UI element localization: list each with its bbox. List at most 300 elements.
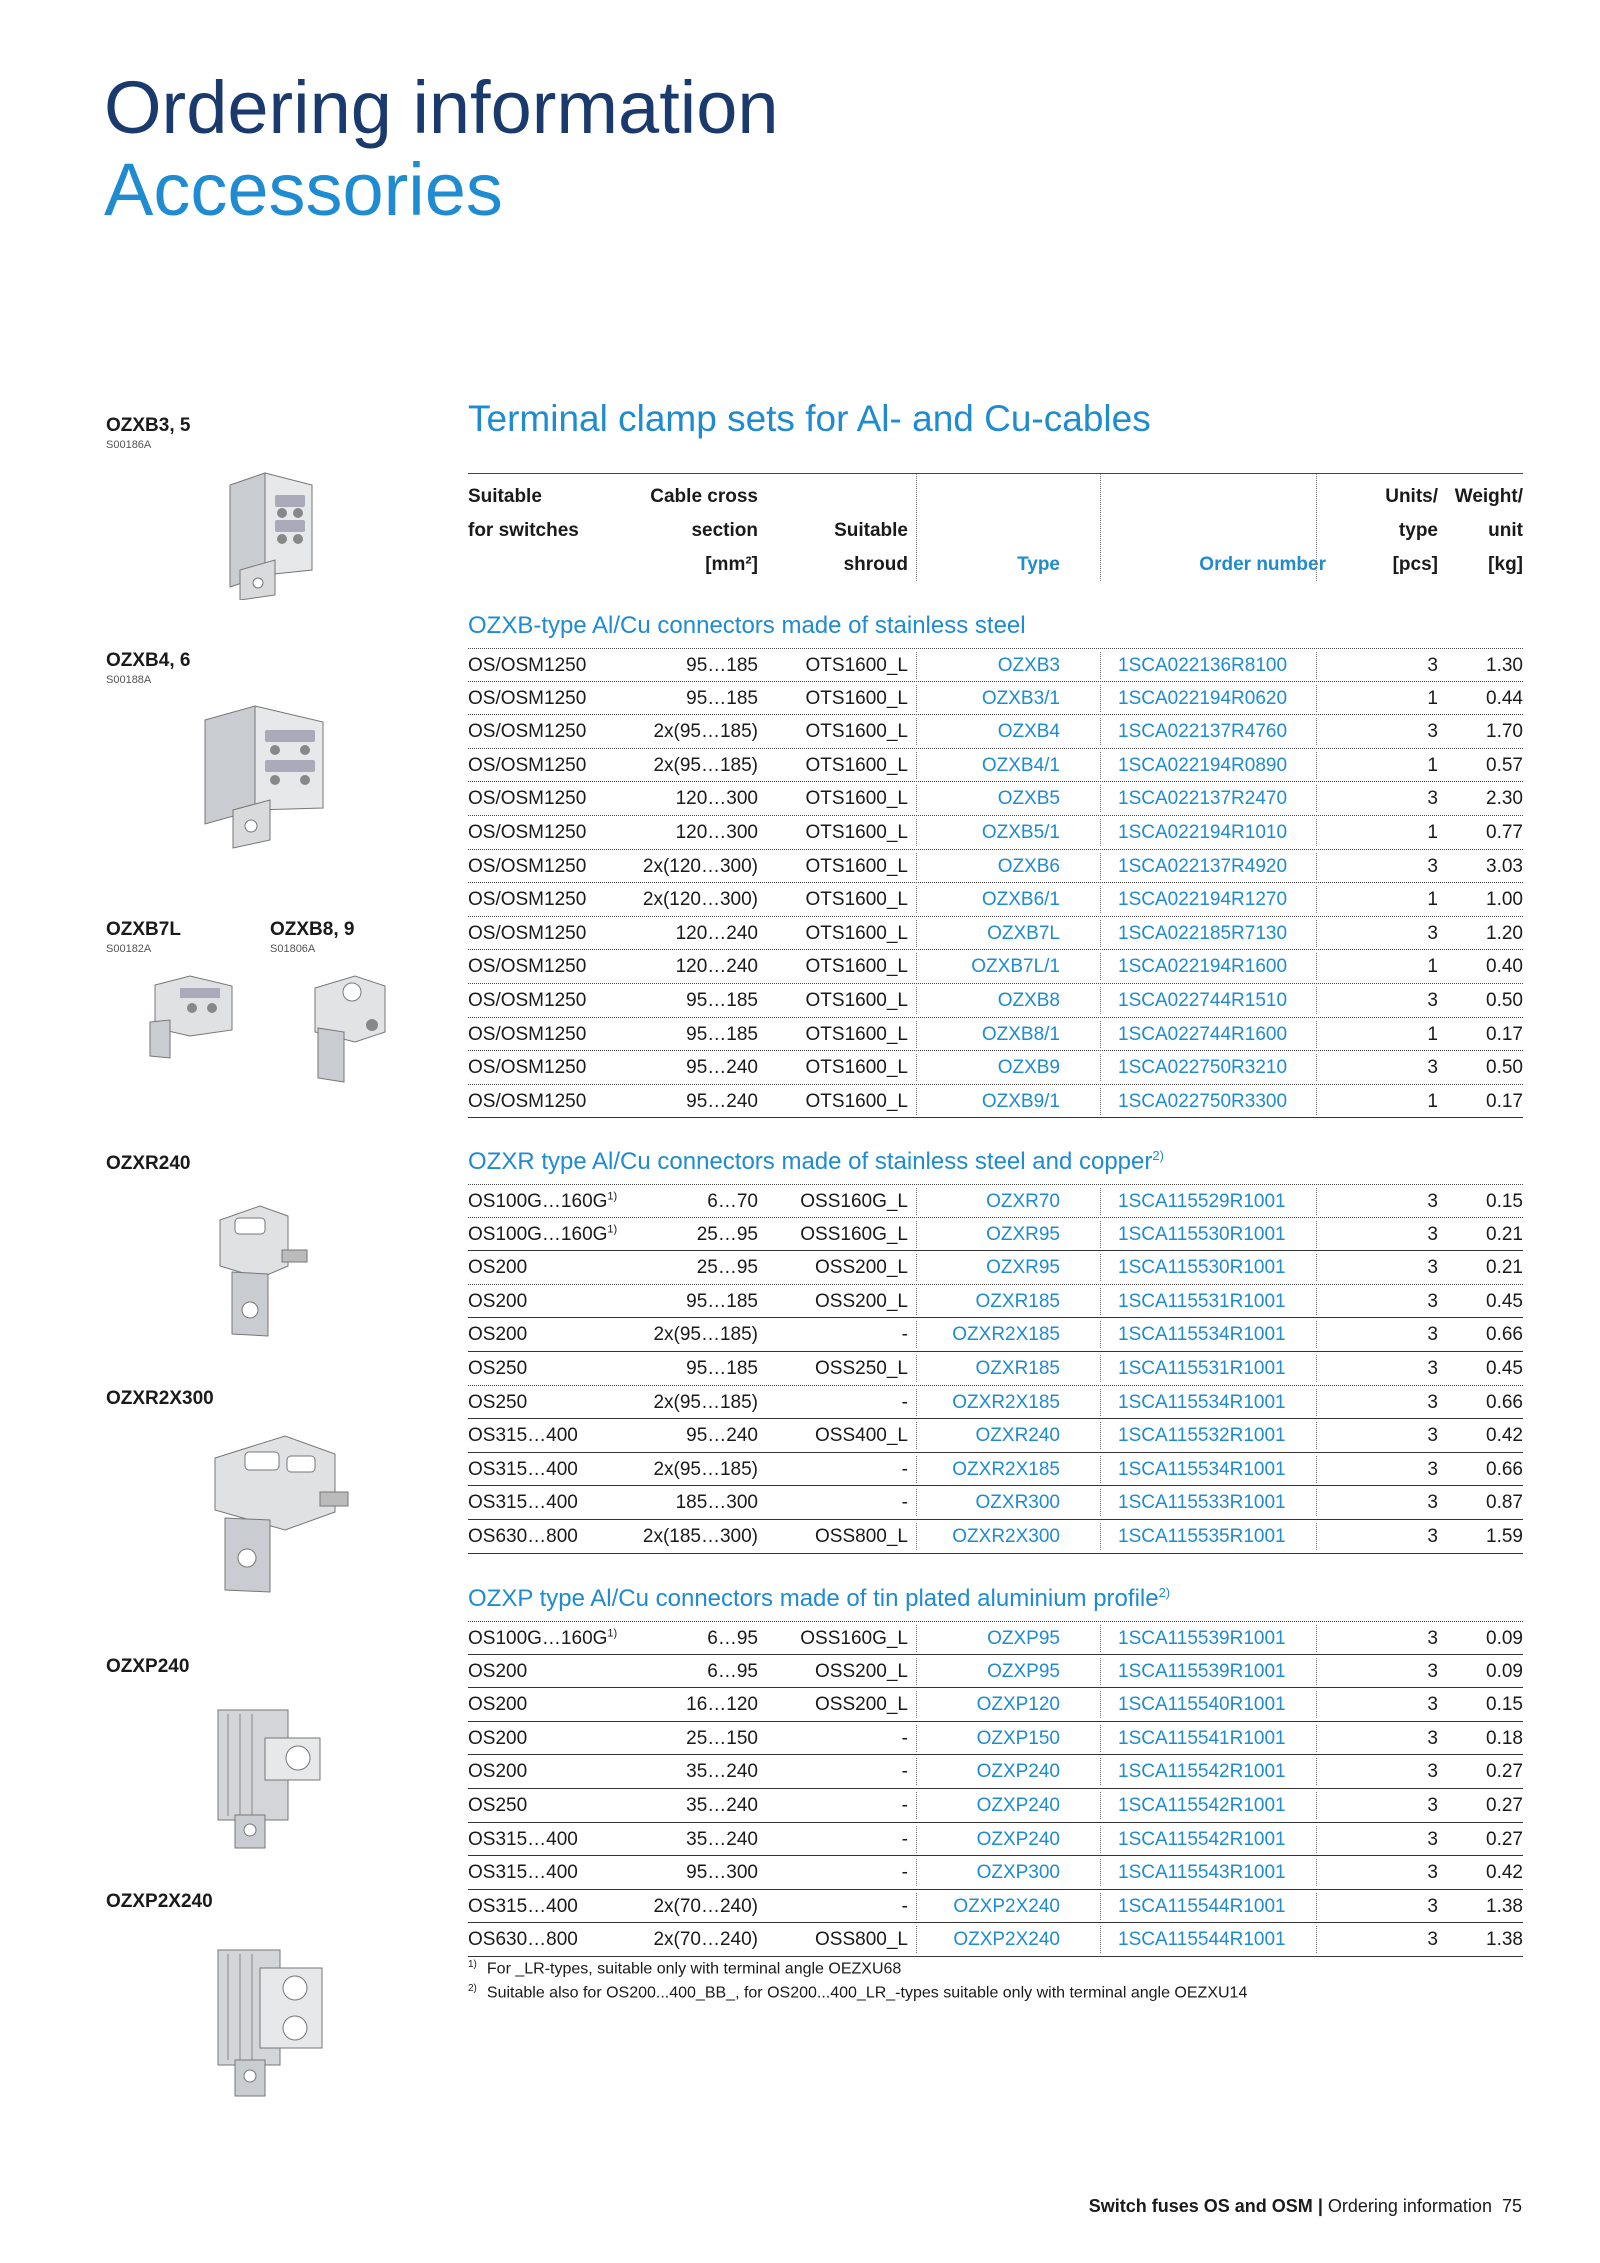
side-label-text: OZXB7L [106,919,181,940]
cell-sw: OS250 [468,1358,528,1379]
cell-sw: OS200 [468,1290,528,1312]
cell-sec: 35…240 [686,1828,758,1850]
cell-sw: OS/OSM1250 [468,721,587,743]
cell-sec: 6…95 [707,1660,758,1682]
cell-type: OZXR300 [975,1492,1060,1514]
cell-type: OZXP240 [976,1795,1060,1816]
cell-sw: OS/OSM1250 [468,1023,587,1045]
cell-shr: OTS1600_L [805,754,908,776]
cell-units: 3 [1427,1929,1438,1951]
cell-sec: 25…95 [696,1257,758,1279]
cell-weight: 0.09 [1486,1628,1523,1649]
cell-order: 1SCA022137R4760 [1118,721,1288,743]
cell-type: OZXR2X185 [952,1391,1060,1413]
cell-type: OZXB4/1 [981,754,1060,776]
cell-type: OZXP150 [976,1727,1060,1749]
cell-units: 3 [1427,1425,1438,1447]
page-subtitle: Accessories [104,148,503,231]
cell-sw: OS/OSM1250 [468,788,587,810]
cell-sec: 2x(95…185) [653,1324,758,1346]
cell-type: OZXP2X240 [953,1895,1060,1917]
cell-type: OZXB9/1 [981,1090,1060,1112]
cell-weight: 0.17 [1486,1023,1523,1045]
cell-order: 1SCA115530R1001 [1118,1223,1286,1245]
cell-type: OZXP120 [976,1694,1060,1716]
cell-units: 3 [1427,788,1438,810]
cell-type: OZXR95 [986,1257,1060,1279]
table-row [468,984,1523,1018]
side-label-text: OZXB4, 6 [106,650,191,671]
side-label-ozxb4 [106,650,190,686]
cell-units: 3 [1427,1694,1438,1716]
cell-weight: 1.30 [1486,655,1523,676]
cell-type: OZXB3/1 [981,687,1060,709]
cell-sw: OS200 [468,1660,528,1682]
cell-order: 1SCA115544R1001 [1118,1929,1286,1951]
table-row [468,1722,1523,1756]
cell-order: 1SCA022137R2470 [1118,788,1288,810]
table-row [468,1419,1523,1453]
cell-sec: 95…300 [686,1862,758,1884]
cell-weight: 0.21 [1486,1223,1523,1245]
cell-shr: OSS200_L [815,1290,908,1312]
cell-sw: OS/OSM1250 [468,922,587,944]
cell-sec: 2x(120…300) [642,855,758,877]
cell-sec: 95…185 [686,687,758,709]
cell-sec: 2x(95…185) [653,721,758,743]
cell-units: 3 [1427,1290,1438,1312]
cell-type: OZXR2X185 [952,1458,1060,1480]
cell-units: 1 [1427,754,1438,776]
cell-sw: OS315…400 [468,1458,578,1480]
cell-order: 1SCA115530R1001 [1118,1257,1286,1279]
cell-sw: OS/OSM1250 [468,1057,587,1079]
cell-units: 3 [1427,1828,1438,1850]
cell-sec: 6…70 [707,1191,758,1212]
side-label-ozxp2x240 [106,1891,213,1913]
side-label-text: OZXR2X300 [106,1388,214,1409]
table-row [468,1486,1523,1520]
cell-sw: OS/OSM1250 [468,1090,587,1112]
cell-type: OZXB5/1 [981,822,1060,843]
cell-order: 1SCA115540R1001 [1118,1694,1286,1716]
cell-sec: 35…240 [686,1761,758,1783]
cell-shr: OTS1600_L [805,721,908,743]
cell-units: 3 [1427,1191,1438,1212]
cell-shr: OSS800_L [815,1526,908,1547]
cell-weight: 0.15 [1486,1191,1523,1212]
cell-order: 1SCA022137R4920 [1118,855,1288,877]
cell-units: 3 [1427,1358,1438,1379]
cell-sw: $OS100G\dots 160G^{1)}$ [468,1223,618,1245]
cell-type: OZXB6/1 [981,889,1060,911]
cell-shr: - [901,1828,908,1850]
cell-order: 1SCA115544R1001 [1118,1895,1286,1917]
cell-order: 1SCA022750R3210 [1118,1057,1288,1079]
side-label-ozxb8 [270,919,354,955]
side-label-code: S01806A [270,943,316,955]
cell-type: OZXR2X300 [952,1526,1060,1547]
cell-shr: OTS1600_L [805,1090,908,1112]
side-label-code: S00182A [106,943,152,955]
side-label-text: OZXB3, 5 [106,415,191,436]
cell-order: 1SCA115539R1001 [1118,1660,1286,1682]
cell-sec: 120…300 [675,788,758,810]
section-title: Terminal clamp sets for Al- and Cu-cables [468,398,1151,439]
page-number: 75 [1501,2196,1522,2216]
cell-weight: 2.30 [1486,788,1523,810]
table-row [468,1688,1523,1722]
cell-sec: 95…185 [686,990,758,1011]
cell-type: OZXR185 [975,1358,1060,1379]
cell-sw: OS200 [468,1761,528,1783]
cell-sw: OS250 [468,1391,528,1413]
cell-shr: OTS1600_L [805,956,908,978]
cell-units: 3 [1427,1895,1438,1917]
table-row [468,1318,1523,1352]
cell-weight: 1.00 [1486,889,1523,911]
cell-sec: 2x(95…185) [653,1458,758,1480]
ozxb3-image [220,465,320,600]
cell-order: 1SCA022136R8100 [1118,655,1288,676]
table-row [468,1755,1523,1789]
cell-units: 1 [1427,822,1438,843]
cell-weight: 1.20 [1486,922,1523,944]
cell-sec: 2x(95…185) [653,754,758,776]
page-title: Ordering information [104,66,779,149]
cell-shr: OSS160G_L [800,1223,908,1245]
cell-order: 1SCA115542R1001 [1118,1761,1286,1783]
cell-units: 3 [1427,1324,1438,1346]
table-row [468,850,1523,884]
cell-sec: 95…240 [686,1057,758,1079]
cell-weight: 0.15 [1486,1694,1523,1716]
cell-type: OZXB7L/1 [971,956,1060,978]
side-label-ozxr2x300 [106,1388,214,1410]
cell-units: 3 [1427,1795,1438,1816]
cell-sw: OS/OSM1250 [468,655,587,676]
cell-weight: 0.66 [1486,1324,1523,1346]
cell-order: 1SCA115542R1001 [1118,1828,1286,1850]
cell-units: 1 [1427,1090,1438,1112]
cell-shr: - [901,1727,908,1749]
cell-sec: 2x(70…240) [653,1895,758,1917]
footnote-2: $^{2)}$ Suitable also for OS200...400_BB_, for OS200...400_LR_-types suitable only with terminal angle OEZXU14 [468,1983,1248,2002]
cell-sw: OS315…400 [468,1895,578,1917]
ozxb7l-image [140,970,240,1060]
cell-order: 1SCA115529R1001 [1118,1191,1286,1212]
cell-weight: 0.50 [1486,990,1523,1011]
footnote-1: $^{1)}$ For _LR-types, suitable only with terminal angle OEZXU68 [468,1959,902,1978]
cell-sw: OS/OSM1250 [468,889,587,911]
cell-units: 1 [1427,956,1438,978]
ozxb4-image [195,700,330,850]
table-row [468,950,1523,984]
cell-order: 1SCA115541R1001 [1118,1727,1286,1749]
table-row [468,648,1523,682]
cell-shr: OTS1600_L [805,990,908,1011]
table-row [468,1621,1523,1655]
cell-sec: 120…300 [675,822,758,843]
cell-shr: OSS160G_L [800,1191,908,1212]
table-row [468,1520,1523,1554]
cell-units: 3 [1427,1862,1438,1884]
cell-type: OZXR240 [975,1425,1060,1447]
cell-sw: OS315…400 [468,1492,578,1514]
cell-weight: 0.66 [1486,1391,1523,1413]
table-row [468,1789,1523,1823]
cell-sw: OS/OSM1250 [468,687,587,709]
cell-units: 3 [1427,1727,1438,1749]
cell-sec: 2x(120…300) [642,889,758,911]
cell-type: OZXB9 [997,1057,1060,1079]
cell-weight: 1.70 [1486,721,1523,743]
cell-shr: - [901,1895,908,1917]
cell-shr: - [901,1795,908,1816]
cell-sw: OS200 [468,1324,528,1346]
table-row [468,883,1523,917]
cell-shr: OTS1600_L [805,889,908,911]
side-label-ozxb3 [106,415,190,451]
cell-weight: 0.42 [1486,1425,1523,1447]
cell-sw: OS/OSM1250 [468,956,587,978]
cell-sw: $OS100G\dots 160G^{1)}$ [468,1627,618,1649]
cell-order: 1SCA022194R1010 [1118,822,1288,843]
side-label-ozxp240 [106,1656,189,1678]
cell-type: OZXP300 [976,1862,1060,1884]
table-row [468,1890,1523,1924]
cell-type: OZXP240 [976,1761,1060,1783]
table-row [468,816,1523,850]
table-row [468,715,1523,749]
group-title: OZXR type Al/Cu connectors made of stainless steel and copper$^{2)}$ [468,1148,1164,1175]
cell-units: 3 [1427,1458,1438,1480]
cell-sw: OS315…400 [468,1862,578,1884]
cell-weight: 0.17 [1486,1090,1523,1112]
cell-weight: 0.87 [1486,1492,1523,1514]
cell-shr: OSS160G_L [800,1628,908,1649]
cell-units: 3 [1427,1057,1438,1079]
table-header [468,473,1523,580]
cell-order: 1SCA115534R1001 [1118,1458,1286,1480]
cell-sw: OS315…400 [468,1828,578,1850]
cell-units: 3 [1427,1628,1438,1649]
cell-weight: 1.38 [1486,1929,1523,1951]
side-label-ozxr240 [106,1153,190,1175]
ozxp2x240-image [210,1940,330,2100]
page-footer [1089,2196,1522,2217]
cell-sec: 95…240 [686,1090,758,1112]
cell-sw: OS315…400 [468,1425,578,1447]
cell-shr: OSS200_L [815,1660,908,1682]
side-label-text: OZXP240 [106,1656,190,1677]
cell-weight: 0.50 [1486,1057,1523,1079]
table-row [468,1218,1523,1252]
cell-order: 1SCA115531R1001 [1118,1290,1286,1312]
table-row [468,1386,1523,1420]
cell-order: 1SCA022185R7130 [1118,922,1288,944]
cell-sec: 2x(70…240) [653,1929,758,1951]
side-label-code: S00188A [106,674,152,686]
table-row [468,1051,1523,1085]
cell-weight: 0.66 [1486,1458,1523,1480]
cell-sw: OS/OSM1250 [468,990,587,1011]
table-row [468,1352,1523,1386]
cell-units: 3 [1427,1391,1438,1413]
cell-units: 3 [1427,1257,1438,1279]
table-row [468,1251,1523,1285]
cell-order: 1SCA022744R1600 [1118,1023,1288,1045]
cell-weight: 1.59 [1486,1526,1523,1547]
cell-units: 3 [1427,721,1438,743]
cell-units: 1 [1427,687,1438,709]
cell-units: 3 [1427,855,1438,877]
table-row [468,1655,1523,1689]
group-title: OZXP type Al/Cu connectors made of tin plated aluminium profile$^{2)}$ [468,1585,1171,1612]
cell-shr: - [901,1492,908,1514]
cell-sec: 2x(185…300) [642,1526,758,1547]
table-row [468,1923,1523,1957]
cell-order: 1SCA115539R1001 [1118,1628,1286,1649]
header-section: Cable cross section [mm²] [650,486,758,575]
cell-type: OZXB4 [997,721,1060,743]
cell-weight: 3.03 [1486,855,1523,877]
cell-shr: OTS1600_L [805,1023,908,1045]
footer-section: Ordering information [1327,2196,1492,2216]
side-label-text: OZXB8, 9 [270,919,355,940]
cell-shr: OSS200_L [815,1257,908,1279]
table-row [468,1453,1523,1487]
table-row [468,1018,1523,1052]
cell-weight: 0.27 [1486,1795,1523,1816]
footer-product: Switch fuses OS and OSM [1088,2196,1313,2216]
cell-order: 1SCA115543R1001 [1118,1862,1286,1884]
header-type: Type [1017,554,1060,575]
cell-units: 1 [1427,1023,1438,1045]
cell-shr: - [901,1862,908,1884]
cell-type: OZXR70 [986,1191,1060,1212]
cell-sec: 95…185 [686,1023,758,1045]
cell-sw: OS/OSM1250 [468,822,587,843]
cell-order: 1SCA115532R1001 [1118,1425,1286,1447]
cell-sec: 120…240 [675,922,758,944]
cell-order: 1SCA115533R1001 [1118,1492,1286,1514]
cell-type: OZXB3 [997,655,1060,676]
cell-sec: 16…120 [686,1694,758,1716]
cell-sec: 6…95 [707,1628,758,1649]
table-row [468,782,1523,816]
cell-shr: OTS1600_L [805,687,908,709]
cell-sec: 2x(95…185) [653,1391,758,1413]
header-shroud: Suitable shroud [834,520,908,575]
cell-sw: OS/OSM1250 [468,754,587,776]
cell-shr: OSS200_L [815,1694,908,1716]
cell-order: 1SCA022744R1510 [1118,990,1288,1011]
cell-sw: OS630…800 [468,1526,578,1547]
table-row [468,917,1523,951]
cell-order: 1SCA115534R1001 [1118,1391,1286,1413]
cell-sec: 25…150 [686,1727,758,1749]
cell-sec: 35…240 [686,1795,758,1816]
cell-shr: OTS1600_L [805,1057,908,1079]
side-label-text: OZXR240 [106,1153,191,1174]
cell-type: OZXP95 [987,1628,1060,1649]
cell-order: 1SCA115531R1001 [1118,1358,1286,1379]
cell-weight: 1.38 [1486,1895,1523,1917]
table-row [468,682,1523,716]
cell-type: OZXP95 [987,1660,1060,1682]
cell-units: 1 [1427,889,1438,911]
cell-sw: OS200 [468,1727,528,1749]
cell-type: OZXB8 [997,990,1060,1011]
cell-weight: 0.57 [1486,754,1523,776]
cell-shr: OTS1600_L [805,788,908,810]
cell-shr: OTS1600_L [805,822,908,843]
cell-sw: OS250 [468,1795,528,1816]
header-switches: Suitable for switches [468,486,579,541]
ozxp240-image [210,1700,330,1850]
table-row [468,1823,1523,1857]
cell-sec: 95…185 [686,655,758,676]
cell-shr: - [901,1458,908,1480]
cell-sec: 95…240 [686,1425,758,1447]
cell-weight: 0.42 [1486,1862,1523,1884]
header-units: Units/ type [pcs] [1385,486,1438,575]
header-weight: Weight/ unit [kg] [1454,486,1523,575]
cell-weight: 0.77 [1486,822,1523,843]
table-row [468,1285,1523,1319]
cell-shr: OSS800_L [815,1929,908,1951]
cell-order: 1SCA022750R3300 [1118,1090,1288,1112]
cell-weight: 0.27 [1486,1828,1523,1850]
cell-type: OZXB8/1 [981,1023,1060,1045]
cell-weight: 0.21 [1486,1257,1523,1279]
cell-order: 1SCA022194R0620 [1118,687,1288,709]
cell-order: 1SCA115542R1001 [1118,1795,1286,1816]
side-label-code: S00186A [106,439,152,451]
group-title: OZXB-type Al/Cu connectors made of stainless steel [468,612,1026,639]
table-row [468,1856,1523,1890]
cell-sec: 95…185 [686,1290,758,1312]
cell-sec: 95…185 [686,1358,758,1379]
cell-shr: OTS1600_L [805,655,908,676]
cell-units: 3 [1427,1223,1438,1245]
cell-units: 3 [1427,1761,1438,1783]
cell-order: 1SCA022194R0890 [1118,754,1288,776]
cell-units: 3 [1427,1492,1438,1514]
cell-sw: OS200 [468,1257,528,1279]
table-row [468,749,1523,783]
cell-units: 3 [1427,1660,1438,1682]
cell-weight: 0.18 [1486,1727,1523,1749]
table-row [468,1085,1523,1119]
ozxb8-image [310,970,390,1085]
cell-sec: 25…95 [696,1223,758,1245]
cell-shr: OSS400_L [815,1425,908,1447]
cell-type: OZXB6 [997,855,1060,877]
cell-shr: OTS1600_L [805,922,908,944]
cell-order: 1SCA022194R1600 [1118,956,1288,978]
cell-shr: - [901,1324,908,1346]
cell-type: OZXB5 [997,788,1060,810]
cell-shr: OTS1600_L [805,855,908,877]
cell-type: OZXB7L [987,922,1060,944]
cell-units: 3 [1427,655,1438,676]
cell-units: 3 [1427,1526,1438,1547]
cell-sec: 120…240 [675,956,758,978]
cell-order: 1SCA115534R1001 [1118,1324,1286,1346]
cell-shr: - [901,1391,908,1413]
